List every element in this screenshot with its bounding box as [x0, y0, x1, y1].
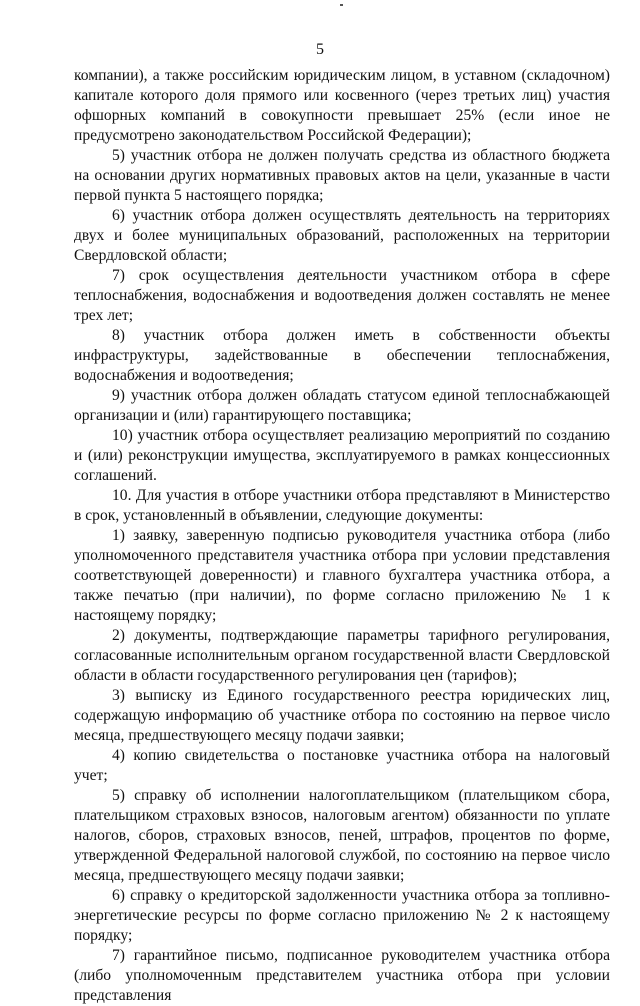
paragraph-doc-1: 1) заявку, заверенную подписью руководителя участника отбора (либо уполномоченного представителя участника отбора при условии представления соответствующей доверенности) и главного бухгалтера участника отбора, а также печатью (при наличии), по форме согласно приложению № 1 к настоящему порядку; [74, 527, 610, 624]
paragraph-doc-2: 2) документы, подтверждающие параметры тарифного регулирования, согласованные исполнительным органом государственной власти Свердловской области в области государственного регулирования цен (тарифов); [74, 627, 610, 684]
scan-dot [340, 4, 343, 6]
document-body [74, 66, 610, 1006]
paragraph-doc-7: 7) гарантийное письмо, подписанное руководителем участника отбора (либо уполномоченным представителем участника отбора при условии представления [74, 947, 610, 1004]
paragraph-clause-10: 10. Для участия в отборе участники отбора представляют в Министерство в срок, установленный в объявлении, следующие документы: [74, 487, 610, 524]
paragraph-continuation: компании), а также российским юридическим лицом, в уставном (складочном) капитале которого доля прямого или косвенного (через третьих лиц) участия офшорных компаний в совокупности превышает 25% (если иное не предусмотрено законодательством Российской Федерации); [74, 67, 610, 144]
paragraph-item-5: 5) участник отбора не должен получать средства из областного бюджета на основании других нормативных правовых актов на цели, указанные в части первой пункта 5 настоящего порядка; [74, 147, 610, 204]
paragraph-item-9: 9) участник отбора должен обладать статусом единой теплоснабжающей организации и (или) гарантирующего поставщика; [74, 387, 610, 424]
paragraph-doc-4: 4) копию свидетельства о постановке участника отбора на налоговый учет; [74, 747, 610, 784]
paragraph-item-6: 6) участник отбора должен осуществлять деятельность на территориях двух и более муниципальных образований, расположенных на территории Свердловской области; [74, 207, 610, 264]
paragraph-doc-6: 6) справку о кредиторской задолженности участника отбора за топливно-энергетические ресурсы по форме согласно приложению № 2 к настоящему порядку; [74, 887, 610, 944]
paragraph-doc-5: 5) справку об исполнении налогоплательщиком (плательщиком сбора, плательщиком страховых взносов, налоговым агентом) обязанности по уплате налогов, сборов, страховых взносов, пеней, штрафов, процентов по форме, утвержденной Федеральной налоговой службой, по состоянию на первое число месяца, предшествующего месяцу подачи заявки; [74, 787, 610, 884]
paragraph-item-10: 10) участник отбора осуществляет реализацию мероприятий по созданию и (или) реконструкции имущества, эксплуатируемого в рамках концессионных соглашений. [74, 427, 610, 484]
paragraph-item-7: 7) срок осуществления деятельности участником отбора в сфере теплоснабжения, водоснабжения и водоотведения должен составлять не менее трех лет; [74, 267, 610, 324]
page-number: 5 [316, 41, 324, 58]
paragraph-doc-3: 3) выписку из Единого государственного реестра юридических лиц, содержащую информацию об участнике отбора по состоянию на первое число месяца, предшествующего месяцу подачи заявки; [74, 687, 610, 744]
paragraph-item-8: 8) участник отбора должен иметь в собственности объекты инфраструктуры, задействованные в обеспечении теплоснабжения, водоснабжения и водоотведения; [74, 327, 610, 384]
